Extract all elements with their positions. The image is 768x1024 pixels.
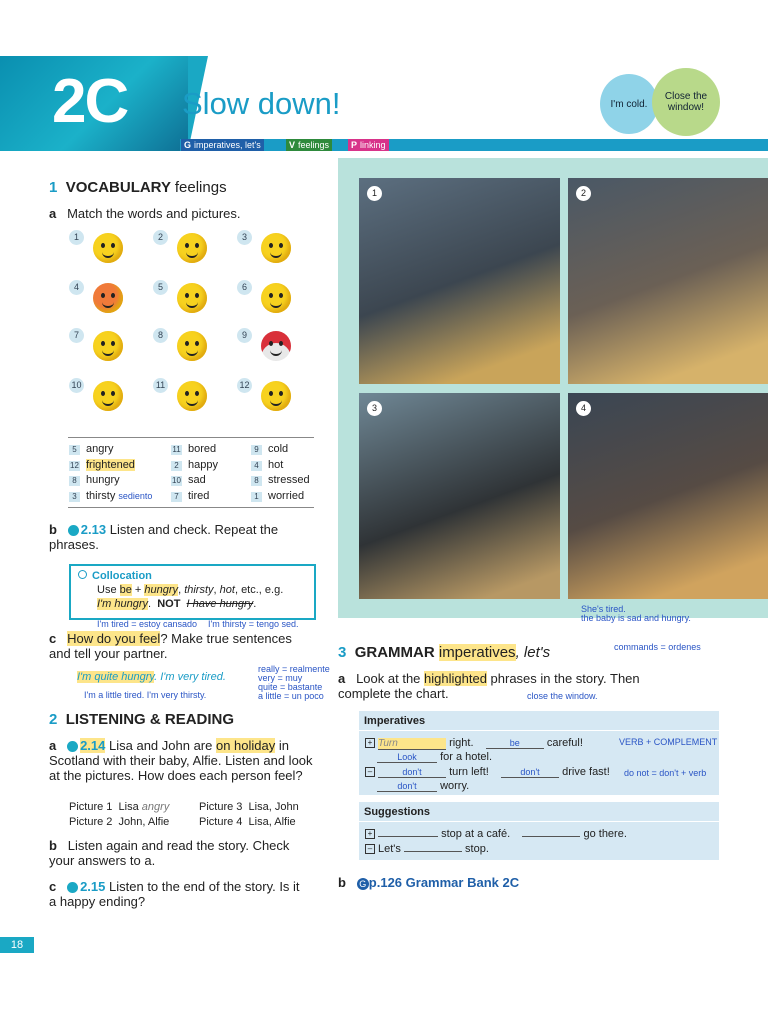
- exercise-3b: b G p.126 Grammar Bank 2C: [338, 875, 520, 890]
- face-number: 9: [237, 328, 252, 343]
- magnifier-icon: [78, 570, 87, 579]
- imperatives-row-4: don't worry.: [377, 780, 469, 792]
- story-picture-3: 3: [359, 393, 560, 599]
- face-icon: [177, 381, 207, 411]
- note-thirsty: I'm thirsty = tengo sed.: [208, 619, 299, 629]
- grammar-bank-icon: G: [357, 878, 369, 890]
- face-number: 3: [237, 230, 252, 245]
- page-number: 18: [0, 937, 34, 953]
- audio-icon[interactable]: [68, 525, 79, 536]
- note-commands: commands = ordenes: [614, 642, 701, 652]
- picture-answers-3: Picture 3 Lisa, John: [199, 801, 299, 813]
- adverb-note: a little = un poco: [258, 691, 324, 701]
- tag-pronunciation: P linking: [348, 139, 389, 151]
- example-sentence: I'm quite hungry. I'm very tired.: [77, 671, 226, 683]
- face-icon: [177, 283, 207, 313]
- picture-note-1: She's tired.: [581, 604, 626, 614]
- story-picture-4: 4: [568, 393, 768, 599]
- face-number: 7: [69, 328, 84, 343]
- word-list-top-rule: [68, 437, 314, 438]
- face-icon: [261, 381, 291, 411]
- word-item: 8 hungry: [69, 474, 120, 486]
- note-tired: I'm tired = estoy cansado: [97, 619, 198, 629]
- face-number: 2: [153, 230, 168, 245]
- word-item: 10 sad: [172, 474, 206, 486]
- word-item: 12 frightened: [70, 458, 135, 471]
- section-vocabulary-heading: 1 VOCABULARY feelings: [49, 179, 227, 196]
- word-item: 11 bored: [172, 443, 217, 455]
- collocation-box: Collocation Use be + hungry, thirsty, hot, etc., e.g. I'm hungry. NOT I have hungry.: [69, 564, 316, 620]
- suggestions-row-1: + stop at a café. go there.: [365, 828, 627, 840]
- note-verb-complement: VERB + COMPLEMENT: [619, 737, 718, 747]
- face-icon: [93, 233, 123, 263]
- face-icon: [177, 331, 207, 361]
- exercise-2c: c 2.15 Listen to the end of the story. Is it a happy ending?: [49, 879, 300, 909]
- imperatives-row-2: Look for a hotel.: [377, 751, 492, 763]
- picture-answers-2: Picture 2 John, Alfie: [69, 816, 170, 828]
- face-number: 12: [237, 378, 252, 393]
- speech-bubble-cold: I'm cold.: [600, 74, 658, 134]
- unit-number: 2C: [52, 67, 128, 136]
- story-picture-2: 2: [568, 178, 768, 384]
- face-number: 5: [153, 280, 168, 295]
- word-item: 9 cold: [251, 443, 288, 455]
- header-bar: [180, 139, 768, 151]
- audio-icon[interactable]: [67, 882, 78, 893]
- imperatives-row-3: – don't turn left! don't drive fast!: [365, 766, 610, 778]
- picture-note-2: the baby is sad and hungry.: [581, 613, 691, 623]
- imperatives-row-1: + Turn right. be careful!: [365, 737, 583, 750]
- face-number: 8: [153, 328, 168, 343]
- word-item: 3 thirsty sediento: [69, 490, 152, 502]
- adverb-note: really = realmente: [258, 664, 330, 674]
- exercise-1c: c How do you feel? Make true sentences and tell your partner.: [49, 631, 292, 661]
- adverb-note: very = muy: [258, 673, 303, 683]
- word-list-bottom-rule: [68, 507, 314, 508]
- word-item: 7 tired: [171, 490, 209, 502]
- adverb-notes: [258, 665, 330, 701]
- note-do-not: do not = don't + verb: [624, 768, 707, 778]
- face-icon: [93, 331, 123, 361]
- exercise-1a: a Match the words and pictures.: [49, 206, 241, 221]
- tag-grammar: G imperatives, let's: [181, 139, 264, 151]
- face-number: 11: [153, 378, 168, 393]
- word-item: 2 happy: [171, 459, 218, 471]
- word-item: 1 worried: [251, 490, 304, 502]
- face-icon: [93, 381, 123, 411]
- face-icon: [261, 233, 291, 263]
- face-number: 1: [69, 230, 84, 245]
- section-grammar-heading: 3 GRAMMAR imperatives, let's: [338, 644, 551, 661]
- word-item: 8 stressed: [251, 474, 310, 486]
- word-item: 5 angry: [69, 443, 114, 455]
- audio-icon[interactable]: [67, 741, 78, 752]
- face-icon: [261, 283, 291, 313]
- story-picture-1: 1: [359, 178, 560, 384]
- face-number: 4: [69, 280, 84, 295]
- exercise-3a: a Look at the highlighted phrases in the story. Then complete the chart.: [338, 671, 640, 701]
- face-icon: [93, 283, 123, 313]
- note-examples: I'm a little tired. I'm very thirsty.: [84, 690, 207, 700]
- exercise-2b: b Listen again and read the story. Check your answers to a.: [49, 838, 290, 868]
- picture-answers-1: Picture 1 Lisa angry: [69, 801, 170, 813]
- face-number: 10: [69, 378, 84, 393]
- picture-answers-4: Picture 4 Lisa, Alfie: [199, 816, 296, 828]
- speech-bubble-window: Close the window!: [652, 68, 720, 136]
- imperatives-box: Imperatives: [359, 711, 719, 795]
- page-title: Slow down!: [182, 86, 341, 121]
- exercise-2a: a 2.14 Lisa and John are on holiday in Scotland with their baby, Alfie. Listen and look at the pictures. How does each person feel?: [49, 738, 313, 783]
- grammar-bank-link[interactable]: p.126 Grammar Bank 2C: [368, 875, 520, 890]
- suggestions-box: Suggestions: [359, 802, 719, 860]
- face-icon: [177, 233, 207, 263]
- note-close-window: close the window.: [527, 691, 598, 701]
- tag-vocabulary: V feelings: [286, 139, 332, 151]
- face-icon: [261, 331, 291, 361]
- face-number: 6: [237, 280, 252, 295]
- exercise-1b: b 2.13 Listen and check. Repeat the phrases.: [49, 522, 279, 552]
- adverb-note: quite = bastante: [258, 682, 323, 692]
- suggestions-row-2: – Let's stop.: [365, 843, 489, 855]
- word-item: 4 hot: [251, 459, 283, 471]
- section-listening-heading: 2 LISTENING & READING: [49, 711, 235, 728]
